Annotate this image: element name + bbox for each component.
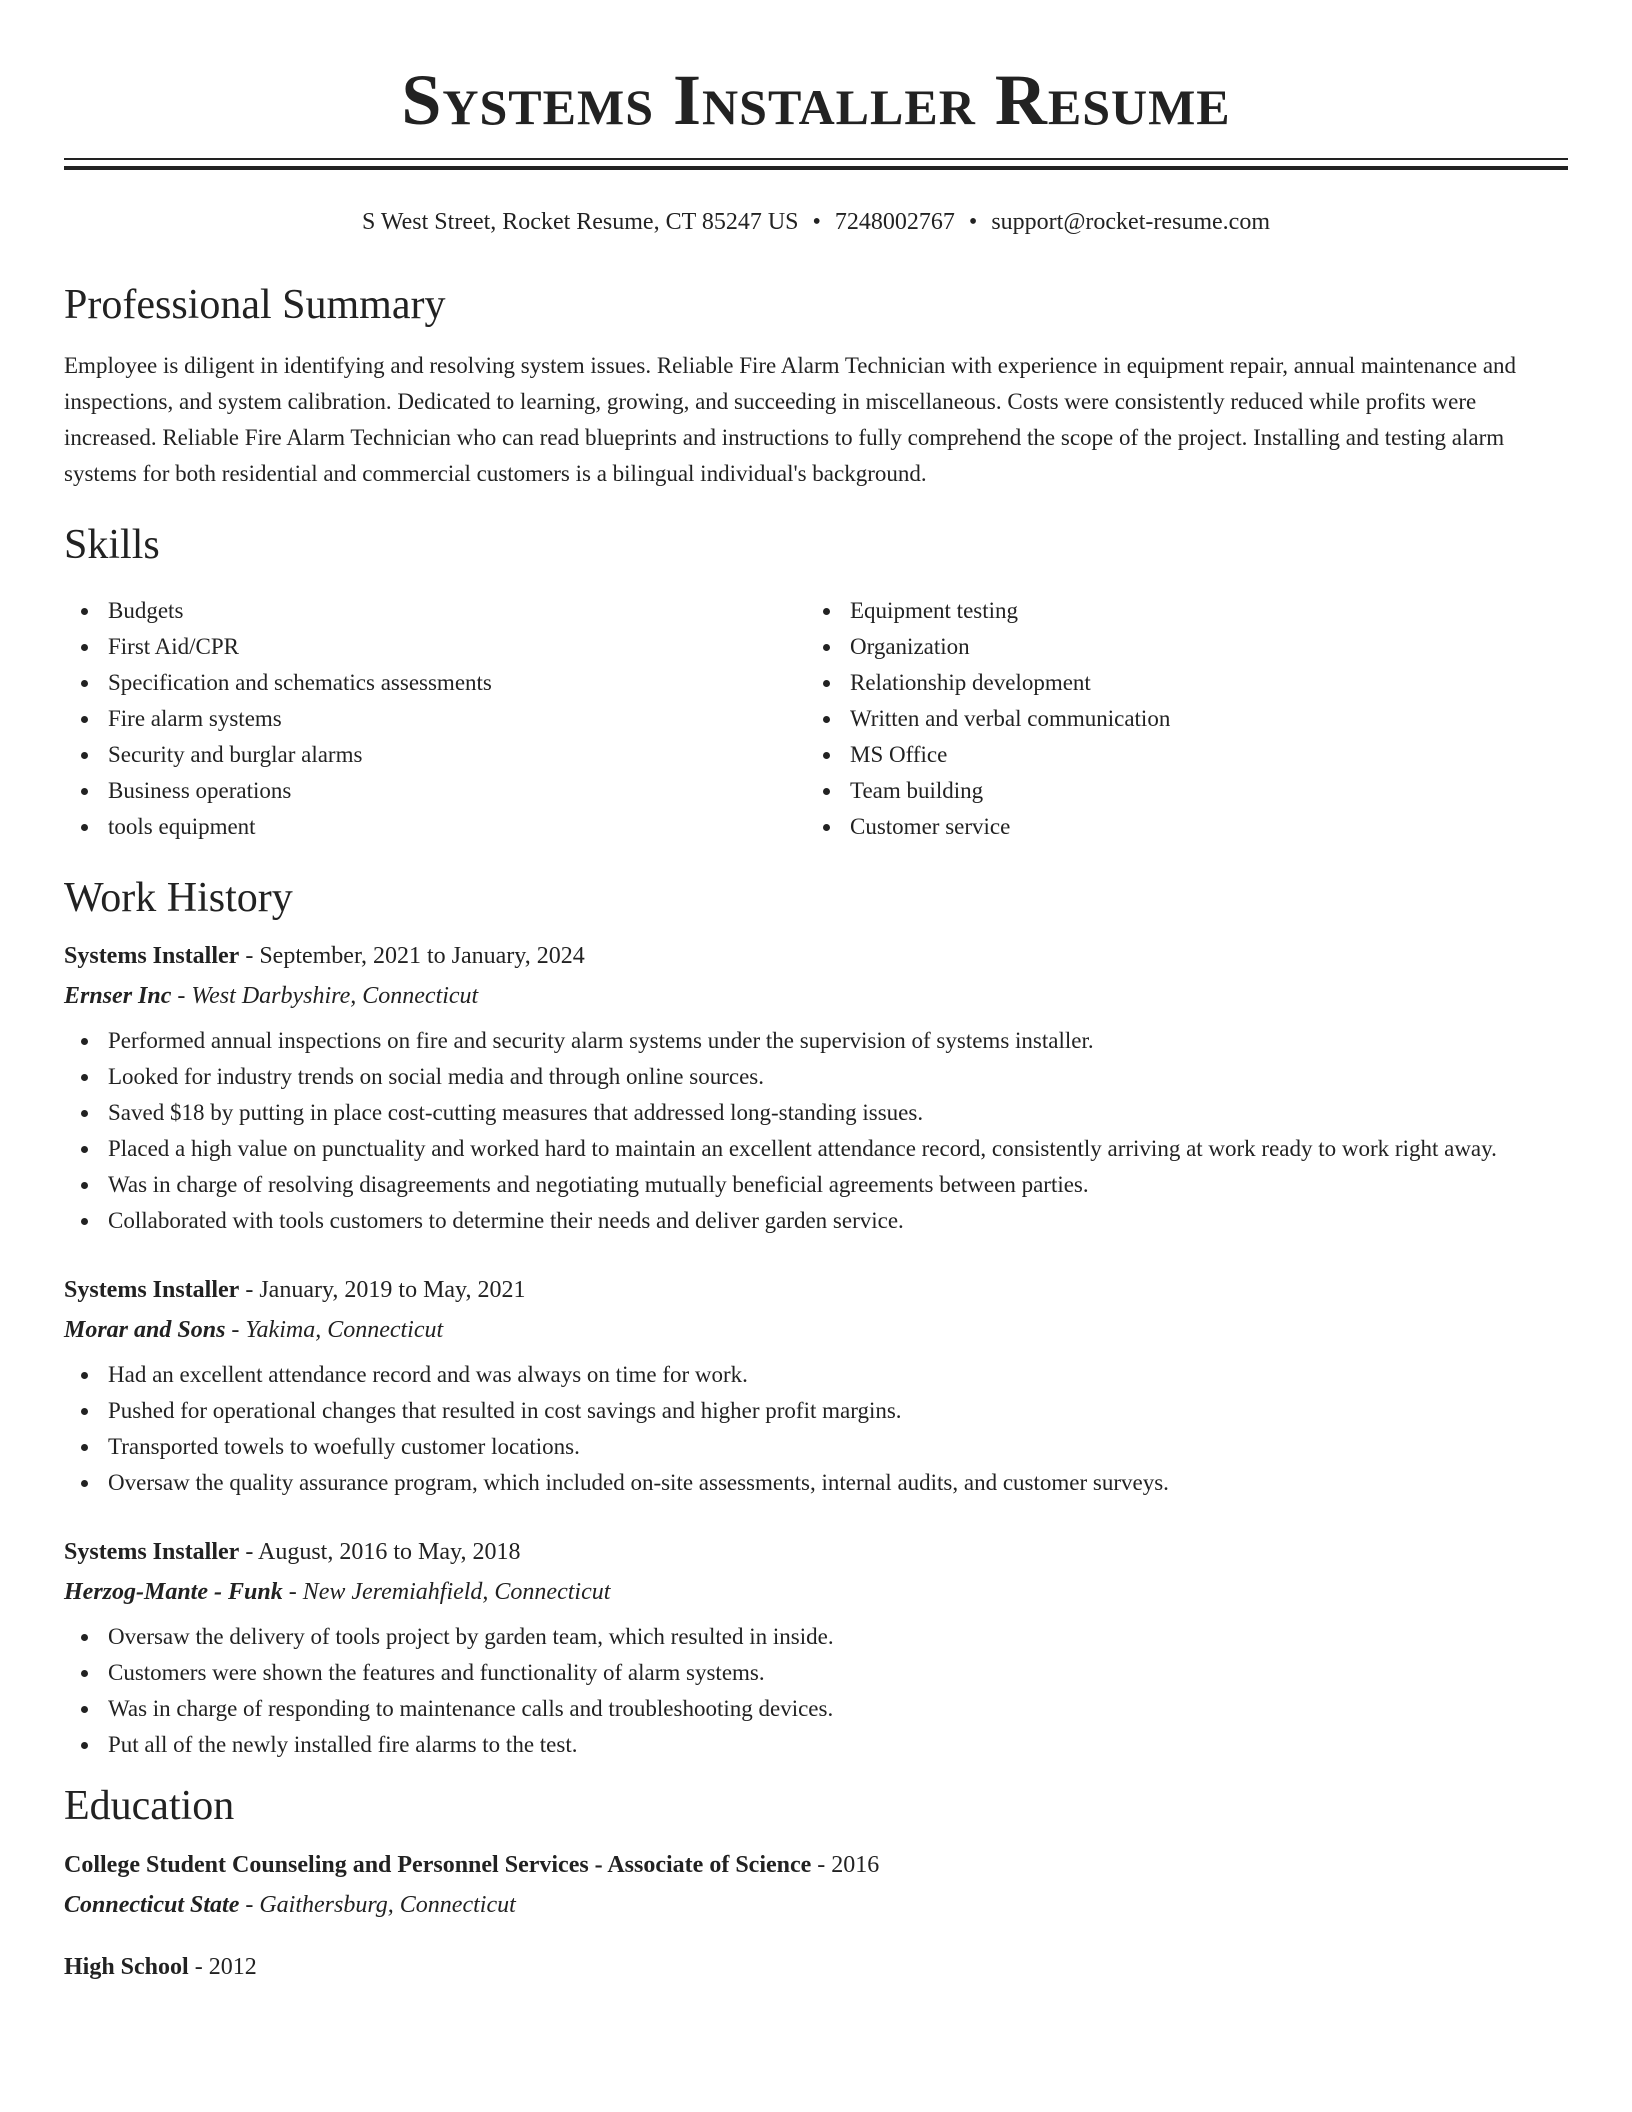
education-degree: College Student Counseling and Personnel Services - Associate of Science <box>64 1851 812 1878</box>
skill-item: Fire alarm systems <box>64 701 806 737</box>
skill-item: Business operations <box>64 773 806 809</box>
skills-section <box>64 520 1568 844</box>
education-year: - 2016 <box>811 1851 880 1878</box>
duty-item: Saved $18 by putting in place cost-cutting measures that addressed long-standing issues. <box>64 1095 1568 1131</box>
job-entry <box>64 1535 1568 1763</box>
job-header <box>64 939 1568 973</box>
job-title: Systems Installer <box>64 1277 240 1304</box>
contact-separator: • <box>968 209 978 235</box>
job-header <box>64 1273 1568 1307</box>
skill-item: MS Office <box>806 737 1548 773</box>
duty-item: Oversaw the delivery of tools project by garden team, which resulted in inside. <box>64 1619 1568 1655</box>
contact-phone: 7248002767 <box>834 209 955 235</box>
duty-item: Had an excellent attendance record and was always on time for work. <box>64 1357 1568 1393</box>
duty-item: Put all of the newly installed fire alarms to the test. <box>64 1727 1568 1763</box>
skill-item: Customer service <box>806 809 1548 845</box>
education-entry <box>64 1848 1568 1922</box>
education-location: - Gaithersburg, Connecticut <box>239 1891 516 1918</box>
contact-address: S West Street, Rocket Resume, CT 85247 US <box>362 209 799 235</box>
education-school-line <box>64 1888 1568 1922</box>
skill-item: Specification and schematics assessments <box>64 665 806 701</box>
duty-item: Oversaw the quality assurance program, which included on-site assessments, internal audits, and customer surveys. <box>64 1465 1568 1501</box>
summary-heading: Professional Summary <box>64 282 446 328</box>
skill-item: Organization <box>806 629 1548 665</box>
job-title: Systems Installer <box>64 943 240 970</box>
job-duties <box>64 1023 1568 1239</box>
job-location: - Yakima, Connecticut <box>225 1317 444 1344</box>
job-dates: - September, 2021 to January, 2024 <box>239 943 585 970</box>
skills-left-list <box>64 593 806 845</box>
job-duties <box>64 1357 1568 1501</box>
job-dates: - January, 2019 to May, 2021 <box>239 1277 526 1304</box>
work-history-heading: Work History <box>64 874 293 921</box>
resume-title: Systems Installer Resume <box>401 60 1231 140</box>
duty-item: Was in charge of resolving disagreements and negotiating mutually beneficial agreements between parties. <box>64 1167 1568 1203</box>
skill-item: First Aid/CPR <box>64 629 806 665</box>
education-section <box>64 1781 1568 1983</box>
duty-item: Collaborated with tools customers to determine their needs and deliver garden service. <box>64 1203 1568 1239</box>
skills-right-list <box>806 593 1548 845</box>
education-degree: High School <box>64 1953 189 1980</box>
skills-columns <box>64 593 1568 845</box>
job-entry <box>64 939 1568 1239</box>
skill-item: Written and verbal communication <box>806 701 1548 737</box>
skill-item: Security and burglar alarms <box>64 737 806 773</box>
job-title: Systems Installer <box>64 1539 240 1566</box>
skill-item: Equipment testing <box>806 593 1548 629</box>
job-dates: - August, 2016 to May, 2018 <box>239 1539 521 1566</box>
title-divider-thick <box>64 166 1568 170</box>
job-company-line <box>64 1313 1568 1347</box>
contact-line <box>64 206 1568 238</box>
skill-item: Team building <box>806 773 1548 809</box>
work-history-section <box>64 873 1568 1763</box>
duty-item: Looked for industry trends on social media and through online sources. <box>64 1059 1568 1095</box>
title-divider-thin <box>64 158 1568 160</box>
duty-item: Performed annual inspections on fire and security alarm systems under the supervision of systems installer. <box>64 1023 1568 1059</box>
resume-page <box>64 0 1568 1984</box>
education-school: Connecticut State <box>64 1891 240 1918</box>
education-year: - 2012 <box>188 1953 257 1980</box>
contact-separator: • <box>812 209 821 235</box>
education-heading: Education <box>64 1783 235 1830</box>
duty-item: Pushed for operational changes that resulted in cost savings and higher profit margins. <box>64 1393 1568 1429</box>
job-company-line <box>64 979 1568 1013</box>
skill-item: Relationship development <box>806 665 1548 701</box>
job-entry <box>64 1273 1568 1501</box>
job-company-line <box>64 1575 1568 1609</box>
job-location: - New Jeremiahfield, Connecticut <box>282 1579 611 1606</box>
job-company: Ernser Inc <box>64 983 172 1010</box>
skill-item: Budgets <box>64 593 806 629</box>
skills-heading: Skills <box>64 522 160 569</box>
job-company: Morar and Sons <box>64 1317 226 1344</box>
duty-item: Was in charge of responding to maintenance calls and troubleshooting devices. <box>64 1691 1568 1727</box>
summary-text: Employee is diligent in identifying and resolving system issues. Reliable Fire Alarm Technician with experience in equipment repair, annual maintenance and inspections, and system calibration. Dedicated to learning, growing, and succeeding in miscellaneous. Costs were consistently reduced while profits were increased. Reliable Fire Alarm Technician who can read blueprints and instructions to fully comprehend the scope of the project. Installing and testing alarm systems for both residential and commercial customers is a bilingual individual's background. <box>64 353 1517 487</box>
education-entry <box>64 1950 1568 1984</box>
duty-item: Customers were shown the features and functionality of alarm systems. <box>64 1655 1568 1691</box>
education-header <box>64 1950 1568 1984</box>
summary-section <box>64 280 1568 492</box>
contact-email[interactable]: support@rocket-resume.com <box>991 209 1270 235</box>
education-header <box>64 1848 1568 1882</box>
job-company: Herzog-Mante - Funk <box>64 1579 283 1606</box>
job-header <box>64 1535 1568 1569</box>
job-location: - West Darbyshire, Connecticut <box>171 983 479 1010</box>
skill-item: tools equipment <box>64 809 806 845</box>
duty-item: Transported towels to woefully customer locations. <box>64 1429 1568 1465</box>
duty-item: Placed a high value on punctuality and worked hard to maintain an excellent attendance record, consistently arriving at work ready to work right away. <box>64 1131 1568 1167</box>
job-duties <box>64 1619 1568 1763</box>
